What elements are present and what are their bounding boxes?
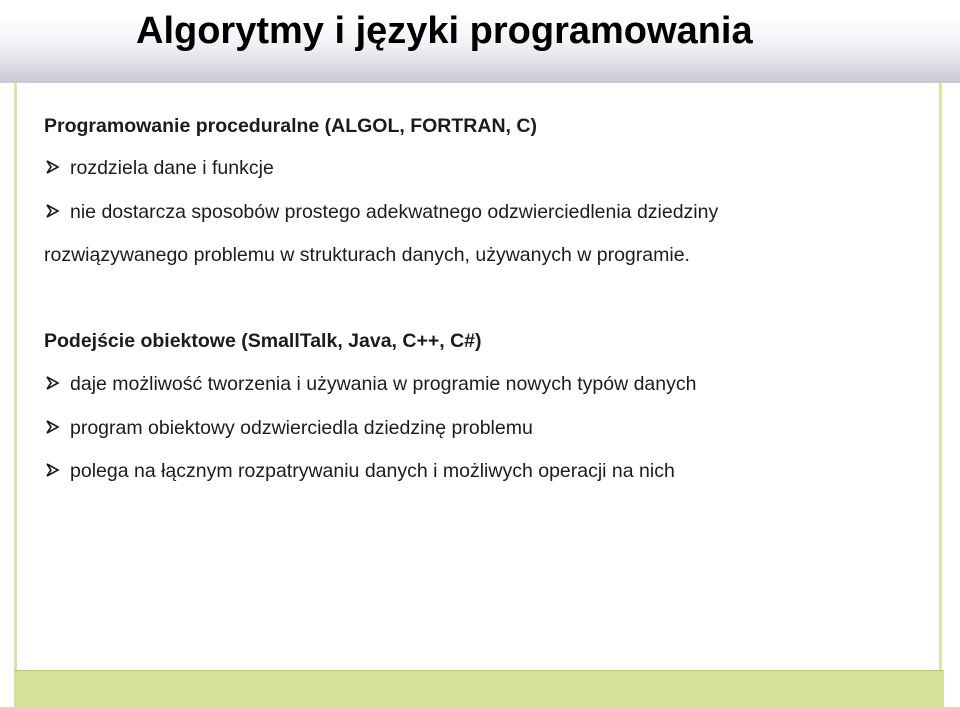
list-item [44, 419, 533, 439]
section-procedural-heading: Programowanie proceduralne (ALGOL, FORTRAN, C) [44, 115, 537, 137]
list-item [44, 462, 675, 482]
slide-title: Algorytmy i języki programowania [136, 10, 753, 52]
list-item [44, 203, 718, 223]
section-object-oriented-heading: Podejście obiektowe (SmallTalk, Java, C++, C#) [44, 330, 482, 352]
list-item-text: nie dostarcza sposobów prostego adekwatnego odzwierciedlenia dziedziny [70, 201, 719, 223]
list-item-text: rozdziela dane i funkcje [70, 157, 274, 179]
list-item [44, 375, 696, 395]
list-item-text: daje możliwość tworzenia i używania w programie nowych typów danych [70, 373, 697, 395]
list-item-continuation: rozwiązywanego problemu w strukturach danych, używanych w programie. [44, 244, 690, 266]
list-item [44, 159, 274, 179]
list-item-text: program obiektowy odzwierciedla dziedzinę problemu [70, 417, 533, 439]
arrowhead-bullet-icon [44, 419, 70, 435]
arrowhead-bullet-icon [44, 462, 70, 478]
arrowhead-bullet-icon [44, 203, 70, 219]
list-item-text: polega na łącznym rozpatrywaniu danych i możliwych operacji na nich [70, 460, 675, 482]
arrowhead-bullet-icon [44, 159, 70, 175]
arrowhead-bullet-icon [44, 375, 70, 391]
footer-band [14, 670, 944, 707]
title-bar [0, 0, 960, 83]
